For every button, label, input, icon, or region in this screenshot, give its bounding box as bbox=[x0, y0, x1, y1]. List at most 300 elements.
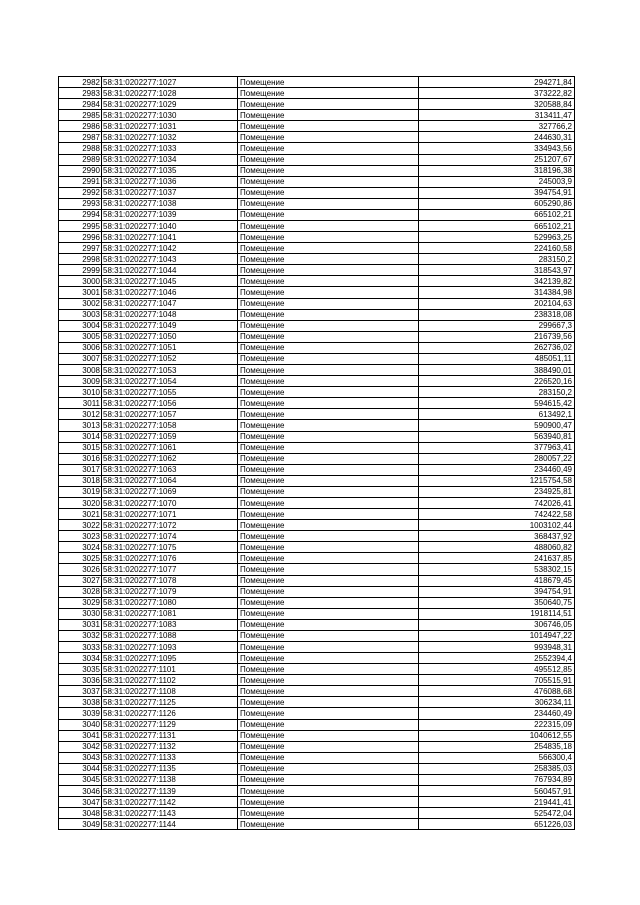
object-type-cell: Помещение bbox=[238, 641, 419, 652]
table-row bbox=[59, 564, 575, 575]
cadastral-number-cell: 58:31:0202277:1047 bbox=[102, 298, 238, 309]
cadastral-value-cell: 234460,49 bbox=[419, 708, 575, 719]
cadastral-number-cell: 58:31:0202277:1077 bbox=[102, 564, 238, 575]
table-row bbox=[59, 198, 575, 209]
table-row bbox=[59, 132, 575, 143]
cadastral-number-cell: 58:31:0202277:1133 bbox=[102, 752, 238, 763]
object-type-cell: Помещение bbox=[238, 786, 419, 797]
row-number-cell: 3020 bbox=[59, 497, 102, 508]
cadastral-value-cell: 476088,68 bbox=[419, 686, 575, 697]
cadastral-number-cell: 58:31:0202277:1125 bbox=[102, 697, 238, 708]
row-number-cell: 3014 bbox=[59, 431, 102, 442]
cadastral-value-cell: 241637,85 bbox=[419, 553, 575, 564]
object-type-cell: Помещение bbox=[238, 708, 419, 719]
cadastral-number-cell: 58:31:0202277:1064 bbox=[102, 475, 238, 486]
row-number-cell: 3034 bbox=[59, 653, 102, 664]
cadastral-value-cell: 219441,41 bbox=[419, 797, 575, 808]
cadastral-value-cell: 566300,4 bbox=[419, 752, 575, 763]
row-number-cell: 3018 bbox=[59, 475, 102, 486]
cadastral-number-cell: 58:31:0202277:1081 bbox=[102, 608, 238, 619]
row-number-cell: 3006 bbox=[59, 342, 102, 353]
row-number-cell: 2983 bbox=[59, 88, 102, 99]
table-row bbox=[59, 686, 575, 697]
object-type-cell: Помещение bbox=[238, 420, 419, 431]
cadastral-number-cell: 58:31:0202277:1032 bbox=[102, 132, 238, 143]
row-number-cell: 3046 bbox=[59, 786, 102, 797]
cadastral-value-cell: 767934,89 bbox=[419, 774, 575, 785]
row-number-cell: 3009 bbox=[59, 376, 102, 387]
table-row bbox=[59, 376, 575, 387]
object-type-cell: Помещение bbox=[238, 198, 419, 209]
cadastral-number-cell: 58:31:0202277:1044 bbox=[102, 265, 238, 276]
cadastral-value-cell: 224160,58 bbox=[419, 243, 575, 254]
row-number-cell: 3036 bbox=[59, 675, 102, 686]
table-row bbox=[59, 730, 575, 741]
cadastral-value-cell: 320588,84 bbox=[419, 99, 575, 110]
table-row bbox=[59, 597, 575, 608]
object-type-cell: Помещение bbox=[238, 442, 419, 453]
cadastral-value-cell: 1003102,44 bbox=[419, 520, 575, 531]
object-type-cell: Помещение bbox=[238, 221, 419, 232]
cadastral-number-cell: 58:31:0202277:1129 bbox=[102, 719, 238, 730]
table-row bbox=[59, 553, 575, 564]
object-type-cell: Помещение bbox=[238, 630, 419, 641]
table-row bbox=[59, 88, 575, 99]
cadastral-number-cell: 58:31:0202277:1076 bbox=[102, 553, 238, 564]
row-number-cell: 3021 bbox=[59, 509, 102, 520]
cadastral-value-cell: 742026,41 bbox=[419, 497, 575, 508]
cadastral-number-cell: 58:31:0202277:1071 bbox=[102, 509, 238, 520]
cadastral-value-cell: 306234,11 bbox=[419, 697, 575, 708]
table-row bbox=[59, 187, 575, 198]
cadastral-value-cell: 342139,82 bbox=[419, 276, 575, 287]
cadastral-value-cell: 226520,16 bbox=[419, 376, 575, 387]
cadastral-number-cell: 58:31:0202277:1095 bbox=[102, 653, 238, 664]
table-row bbox=[59, 243, 575, 254]
object-type-cell: Помещение bbox=[238, 88, 419, 99]
row-number-cell: 3008 bbox=[59, 365, 102, 376]
row-number-cell: 2995 bbox=[59, 221, 102, 232]
cadastral-number-cell: 58:31:0202277:1102 bbox=[102, 675, 238, 686]
object-type-cell: Помещение bbox=[238, 509, 419, 520]
cadastral-value-cell: 665102,21 bbox=[419, 221, 575, 232]
row-number-cell: 2989 bbox=[59, 154, 102, 165]
object-type-cell: Помещение bbox=[238, 265, 419, 276]
cadastral-number-cell: 58:31:0202277:1131 bbox=[102, 730, 238, 741]
table-row bbox=[59, 630, 575, 641]
table-row bbox=[59, 165, 575, 176]
cadastral-number-cell: 58:31:0202277:1059 bbox=[102, 431, 238, 442]
table-row bbox=[59, 143, 575, 154]
cadastral-value-cell: 280057,22 bbox=[419, 453, 575, 464]
object-type-cell: Помещение bbox=[238, 99, 419, 110]
row-number-cell: 3010 bbox=[59, 387, 102, 398]
cadastral-value-cell: 258385,03 bbox=[419, 763, 575, 774]
cadastral-number-cell: 58:31:0202277:1042 bbox=[102, 243, 238, 254]
cadastral-value-cell: 1215754,58 bbox=[419, 475, 575, 486]
cadastral-number-cell: 58:31:0202277:1045 bbox=[102, 276, 238, 287]
table-row bbox=[59, 509, 575, 520]
row-number-cell: 3005 bbox=[59, 331, 102, 342]
cadastral-number-cell: 58:31:0202277:1101 bbox=[102, 664, 238, 675]
row-number-cell: 3011 bbox=[59, 398, 102, 409]
table-row bbox=[59, 586, 575, 597]
cadastral-number-cell: 58:31:0202277:1039 bbox=[102, 209, 238, 220]
cadastral-number-cell: 58:31:0202277:1079 bbox=[102, 586, 238, 597]
table-row bbox=[59, 719, 575, 730]
table-row bbox=[59, 641, 575, 652]
row-number-cell: 2994 bbox=[59, 209, 102, 220]
cadastral-value-cell: 294271,84 bbox=[419, 77, 575, 88]
cadastral-number-cell: 58:31:0202277:1057 bbox=[102, 409, 238, 420]
cadastral-value-cell: 394754,91 bbox=[419, 187, 575, 198]
cadastral-value-cell: 651226,03 bbox=[419, 819, 575, 830]
cadastral-number-cell: 58:31:0202277:1132 bbox=[102, 741, 238, 752]
table-row bbox=[59, 77, 575, 88]
cadastral-number-cell: 58:31:0202277:1051 bbox=[102, 342, 238, 353]
row-number-cell: 2992 bbox=[59, 187, 102, 198]
cadastral-value-cell: 563940,81 bbox=[419, 431, 575, 442]
row-number-cell: 3043 bbox=[59, 752, 102, 763]
row-number-cell: 3025 bbox=[59, 553, 102, 564]
object-type-cell: Помещение bbox=[238, 819, 419, 830]
row-number-cell: 3003 bbox=[59, 309, 102, 320]
table-row bbox=[59, 808, 575, 819]
object-type-cell: Помещение bbox=[238, 409, 419, 420]
object-type-cell: Помещение bbox=[238, 121, 419, 132]
cadastral-value-cell: 262736,02 bbox=[419, 342, 575, 353]
table-row bbox=[59, 431, 575, 442]
object-type-cell: Помещение bbox=[238, 664, 419, 675]
cadastral-value-cell: 234460,49 bbox=[419, 464, 575, 475]
cadastral-value-cell: 334943,56 bbox=[419, 143, 575, 154]
cadastral-number-cell: 58:31:0202277:1040 bbox=[102, 221, 238, 232]
cadastral-number-cell: 58:31:0202277:1080 bbox=[102, 597, 238, 608]
table-row bbox=[59, 497, 575, 508]
cadastral-value-cell: 488060,82 bbox=[419, 542, 575, 553]
object-type-cell: Помещение bbox=[238, 431, 419, 442]
object-type-cell: Помещение bbox=[238, 165, 419, 176]
row-number-cell: 2998 bbox=[59, 254, 102, 265]
row-number-cell: 3004 bbox=[59, 320, 102, 331]
table-row bbox=[59, 353, 575, 364]
cadastral-number-cell: 58:31:0202277:1144 bbox=[102, 819, 238, 830]
object-type-cell: Помещение bbox=[238, 376, 419, 387]
object-type-cell: Помещение bbox=[238, 387, 419, 398]
row-number-cell: 2984 bbox=[59, 99, 102, 110]
object-type-cell: Помещение bbox=[238, 209, 419, 220]
row-number-cell: 3022 bbox=[59, 520, 102, 531]
row-number-cell: 3047 bbox=[59, 797, 102, 808]
table-row bbox=[59, 420, 575, 431]
object-type-cell: Помещение bbox=[238, 619, 419, 630]
cadastral-number-cell: 58:31:0202277:1078 bbox=[102, 575, 238, 586]
cadastral-number-cell: 58:31:0202277:1142 bbox=[102, 797, 238, 808]
cadastral-value-cell: 705515,91 bbox=[419, 675, 575, 686]
object-type-cell: Помещение bbox=[238, 575, 419, 586]
table-row bbox=[59, 298, 575, 309]
table-row bbox=[59, 675, 575, 686]
table-body bbox=[59, 77, 575, 830]
cadastral-number-cell: 58:31:0202277:1083 bbox=[102, 619, 238, 630]
table-row bbox=[59, 752, 575, 763]
cadastral-value-cell: 525472,04 bbox=[419, 808, 575, 819]
cadastral-number-cell: 58:31:0202277:1027 bbox=[102, 77, 238, 88]
row-number-cell: 3032 bbox=[59, 630, 102, 641]
object-type-cell: Помещение bbox=[238, 398, 419, 409]
row-number-cell: 2997 bbox=[59, 243, 102, 254]
row-number-cell: 2986 bbox=[59, 121, 102, 132]
table-row bbox=[59, 176, 575, 187]
cadastral-value-cell: 1040612,55 bbox=[419, 730, 575, 741]
cadastral-number-cell: 58:31:0202277:1063 bbox=[102, 464, 238, 475]
table-row bbox=[59, 265, 575, 276]
cadastral-number-cell: 58:31:0202277:1139 bbox=[102, 786, 238, 797]
cadastral-number-cell: 58:31:0202277:1041 bbox=[102, 232, 238, 243]
cadastral-value-cell: 605290,86 bbox=[419, 198, 575, 209]
cadastral-value-cell: 318543,97 bbox=[419, 265, 575, 276]
cadastral-value-table bbox=[58, 76, 575, 830]
cadastral-number-cell: 58:31:0202277:1074 bbox=[102, 531, 238, 542]
table-row bbox=[59, 154, 575, 165]
object-type-cell: Помещение bbox=[238, 730, 419, 741]
cadastral-number-cell: 58:31:0202277:1062 bbox=[102, 453, 238, 464]
cadastral-value-cell: 529963,25 bbox=[419, 232, 575, 243]
row-number-cell: 3007 bbox=[59, 353, 102, 364]
object-type-cell: Помещение bbox=[238, 365, 419, 376]
table-row bbox=[59, 110, 575, 121]
object-type-cell: Помещение bbox=[238, 763, 419, 774]
object-type-cell: Помещение bbox=[238, 497, 419, 508]
object-type-cell: Помещение bbox=[238, 154, 419, 165]
cadastral-value-cell: 314384,98 bbox=[419, 287, 575, 298]
table-row bbox=[59, 209, 575, 220]
table-row bbox=[59, 121, 575, 132]
table-row bbox=[59, 287, 575, 298]
cadastral-number-cell: 58:31:0202277:1034 bbox=[102, 154, 238, 165]
object-type-cell: Помещение bbox=[238, 542, 419, 553]
object-type-cell: Помещение bbox=[238, 475, 419, 486]
table-row bbox=[59, 697, 575, 708]
row-number-cell: 3027 bbox=[59, 575, 102, 586]
row-number-cell: 3037 bbox=[59, 686, 102, 697]
row-number-cell: 3015 bbox=[59, 442, 102, 453]
cadastral-number-cell: 58:31:0202277:1138 bbox=[102, 774, 238, 785]
cadastral-number-cell: 58:31:0202277:1038 bbox=[102, 198, 238, 209]
cadastral-number-cell: 58:31:0202277:1046 bbox=[102, 287, 238, 298]
object-type-cell: Помещение bbox=[238, 597, 419, 608]
row-number-cell: 2985 bbox=[59, 110, 102, 121]
cadastral-value-cell: 594615,42 bbox=[419, 398, 575, 409]
cadastral-value-cell: 368437,92 bbox=[419, 531, 575, 542]
cadastral-value-cell: 742422,58 bbox=[419, 509, 575, 520]
table-row bbox=[59, 475, 575, 486]
row-number-cell: 3001 bbox=[59, 287, 102, 298]
cadastral-number-cell: 58:31:0202277:1050 bbox=[102, 331, 238, 342]
table-row bbox=[59, 331, 575, 342]
object-type-cell: Помещение bbox=[238, 176, 419, 187]
object-type-cell: Помещение bbox=[238, 586, 419, 597]
object-type-cell: Помещение bbox=[238, 486, 419, 497]
row-number-cell: 3000 bbox=[59, 276, 102, 287]
cadastral-value-cell: 216739,56 bbox=[419, 331, 575, 342]
cadastral-number-cell: 58:31:0202277:1048 bbox=[102, 309, 238, 320]
row-number-cell: 3044 bbox=[59, 763, 102, 774]
table-row bbox=[59, 774, 575, 785]
row-number-cell: 2991 bbox=[59, 176, 102, 187]
cadastral-value-cell: 283150,2 bbox=[419, 254, 575, 265]
cadastral-number-cell: 58:31:0202277:1055 bbox=[102, 387, 238, 398]
cadastral-number-cell: 58:31:0202277:1135 bbox=[102, 763, 238, 774]
object-type-cell: Помещение bbox=[238, 697, 419, 708]
row-number-cell: 2999 bbox=[59, 265, 102, 276]
object-type-cell: Помещение bbox=[238, 309, 419, 320]
cadastral-value-cell: 244630,31 bbox=[419, 132, 575, 143]
table-row bbox=[59, 309, 575, 320]
object-type-cell: Помещение bbox=[238, 464, 419, 475]
row-number-cell: 2987 bbox=[59, 132, 102, 143]
object-type-cell: Помещение bbox=[238, 342, 419, 353]
cadastral-value-cell: 373222,82 bbox=[419, 88, 575, 99]
cadastral-value-cell: 394754,91 bbox=[419, 586, 575, 597]
cadastral-number-cell: 58:31:0202277:1143 bbox=[102, 808, 238, 819]
row-number-cell: 3030 bbox=[59, 608, 102, 619]
object-type-cell: Помещение bbox=[238, 808, 419, 819]
cadastral-value-cell: 350640,75 bbox=[419, 597, 575, 608]
object-type-cell: Помещение bbox=[238, 287, 419, 298]
object-type-cell: Помещение bbox=[238, 353, 419, 364]
cadastral-number-cell: 58:31:0202277:1052 bbox=[102, 353, 238, 364]
row-number-cell: 3042 bbox=[59, 741, 102, 752]
table-row bbox=[59, 99, 575, 110]
row-number-cell: 2996 bbox=[59, 232, 102, 243]
object-type-cell: Помещение bbox=[238, 675, 419, 686]
cadastral-value-cell: 485051,11 bbox=[419, 353, 575, 364]
cadastral-number-cell: 58:31:0202277:1061 bbox=[102, 442, 238, 453]
cadastral-number-cell: 58:31:0202277:1056 bbox=[102, 398, 238, 409]
cadastral-number-cell: 58:31:0202277:1069 bbox=[102, 486, 238, 497]
cadastral-value-cell: 254835,18 bbox=[419, 741, 575, 752]
row-number-cell: 3029 bbox=[59, 597, 102, 608]
cadastral-value-cell: 993948,31 bbox=[419, 641, 575, 652]
object-type-cell: Помещение bbox=[238, 564, 419, 575]
cadastral-number-cell: 58:31:0202277:1031 bbox=[102, 121, 238, 132]
row-number-cell: 3038 bbox=[59, 697, 102, 708]
table-row bbox=[59, 398, 575, 409]
row-number-cell: 2982 bbox=[59, 77, 102, 88]
cadastral-number-cell: 58:31:0202277:1070 bbox=[102, 497, 238, 508]
table-row bbox=[59, 320, 575, 331]
row-number-cell: 3012 bbox=[59, 409, 102, 420]
table-row bbox=[59, 819, 575, 830]
object-type-cell: Помещение bbox=[238, 276, 419, 287]
cadastral-value-cell: 222315,09 bbox=[419, 719, 575, 730]
cadastral-number-cell: 58:31:0202277:1049 bbox=[102, 320, 238, 331]
table-row bbox=[59, 520, 575, 531]
cadastral-number-cell: 58:31:0202277:1093 bbox=[102, 641, 238, 652]
cadastral-value-cell: 283150,2 bbox=[419, 387, 575, 398]
cadastral-number-cell: 58:31:0202277:1043 bbox=[102, 254, 238, 265]
cadastral-value-cell: 495512,85 bbox=[419, 664, 575, 675]
cadastral-number-cell: 58:31:0202277:1072 bbox=[102, 520, 238, 531]
row-number-cell: 3024 bbox=[59, 542, 102, 553]
cadastral-value-cell: 318196,38 bbox=[419, 165, 575, 176]
object-type-cell: Помещение bbox=[238, 553, 419, 564]
cadastral-value-cell: 538302,15 bbox=[419, 564, 575, 575]
object-type-cell: Помещение bbox=[238, 331, 419, 342]
table-row bbox=[59, 221, 575, 232]
object-type-cell: Помещение bbox=[238, 243, 419, 254]
object-type-cell: Помещение bbox=[238, 797, 419, 808]
cadastral-number-cell: 58:31:0202277:1033 bbox=[102, 143, 238, 154]
row-number-cell: 3019 bbox=[59, 486, 102, 497]
cadastral-number-cell: 58:31:0202277:1108 bbox=[102, 686, 238, 697]
row-number-cell: 3035 bbox=[59, 664, 102, 675]
object-type-cell: Помещение bbox=[238, 132, 419, 143]
row-number-cell: 3013 bbox=[59, 420, 102, 431]
object-type-cell: Помещение bbox=[238, 520, 419, 531]
cadastral-value-cell: 665102,21 bbox=[419, 209, 575, 220]
cadastral-value-cell: 306746,05 bbox=[419, 619, 575, 630]
object-type-cell: Помещение bbox=[238, 298, 419, 309]
cadastral-value-cell: 234925,81 bbox=[419, 486, 575, 497]
table-row bbox=[59, 365, 575, 376]
object-type-cell: Помещение bbox=[238, 254, 419, 265]
table-row bbox=[59, 531, 575, 542]
table-row bbox=[59, 254, 575, 265]
cadastral-number-cell: 58:31:0202277:1075 bbox=[102, 542, 238, 553]
cadastral-number-cell: 58:31:0202277:1030 bbox=[102, 110, 238, 121]
cadastral-number-cell: 58:31:0202277:1037 bbox=[102, 187, 238, 198]
table-row bbox=[59, 575, 575, 586]
table-row bbox=[59, 387, 575, 398]
table-row bbox=[59, 542, 575, 553]
row-number-cell: 3031 bbox=[59, 619, 102, 630]
object-type-cell: Помещение bbox=[238, 143, 419, 154]
cadastral-value-cell: 590900,47 bbox=[419, 420, 575, 431]
table-row bbox=[59, 453, 575, 464]
cadastral-value-cell: 327766,2 bbox=[419, 121, 575, 132]
cadastral-number-cell: 58:31:0202277:1054 bbox=[102, 376, 238, 387]
object-type-cell: Помещение bbox=[238, 653, 419, 664]
cadastral-value-cell: 238318,08 bbox=[419, 309, 575, 320]
object-type-cell: Помещение bbox=[238, 232, 419, 243]
cadastral-value-cell: 299667,3 bbox=[419, 320, 575, 331]
object-type-cell: Помещение bbox=[238, 320, 419, 331]
row-number-cell: 2993 bbox=[59, 198, 102, 209]
cadastral-value-cell: 313411,47 bbox=[419, 110, 575, 121]
cadastral-value-cell: 613492,1 bbox=[419, 409, 575, 420]
object-type-cell: Помещение bbox=[238, 686, 419, 697]
cadastral-value-cell: 418679,45 bbox=[419, 575, 575, 586]
cadastral-number-cell: 58:31:0202277:1088 bbox=[102, 630, 238, 641]
cadastral-number-cell: 58:31:0202277:1028 bbox=[102, 88, 238, 99]
object-type-cell: Помещение bbox=[238, 608, 419, 619]
table-row bbox=[59, 608, 575, 619]
row-number-cell: 3002 bbox=[59, 298, 102, 309]
table-row bbox=[59, 708, 575, 719]
cadastral-value-cell: 2552394,4 bbox=[419, 653, 575, 664]
row-number-cell: 3039 bbox=[59, 708, 102, 719]
object-type-cell: Помещение bbox=[238, 531, 419, 542]
object-type-cell: Помещение bbox=[238, 752, 419, 763]
cadastral-number-cell: 58:31:0202277:1036 bbox=[102, 176, 238, 187]
row-number-cell: 3045 bbox=[59, 774, 102, 785]
row-number-cell: 3028 bbox=[59, 586, 102, 597]
table-row bbox=[59, 797, 575, 808]
row-number-cell: 2988 bbox=[59, 143, 102, 154]
row-number-cell: 3026 bbox=[59, 564, 102, 575]
